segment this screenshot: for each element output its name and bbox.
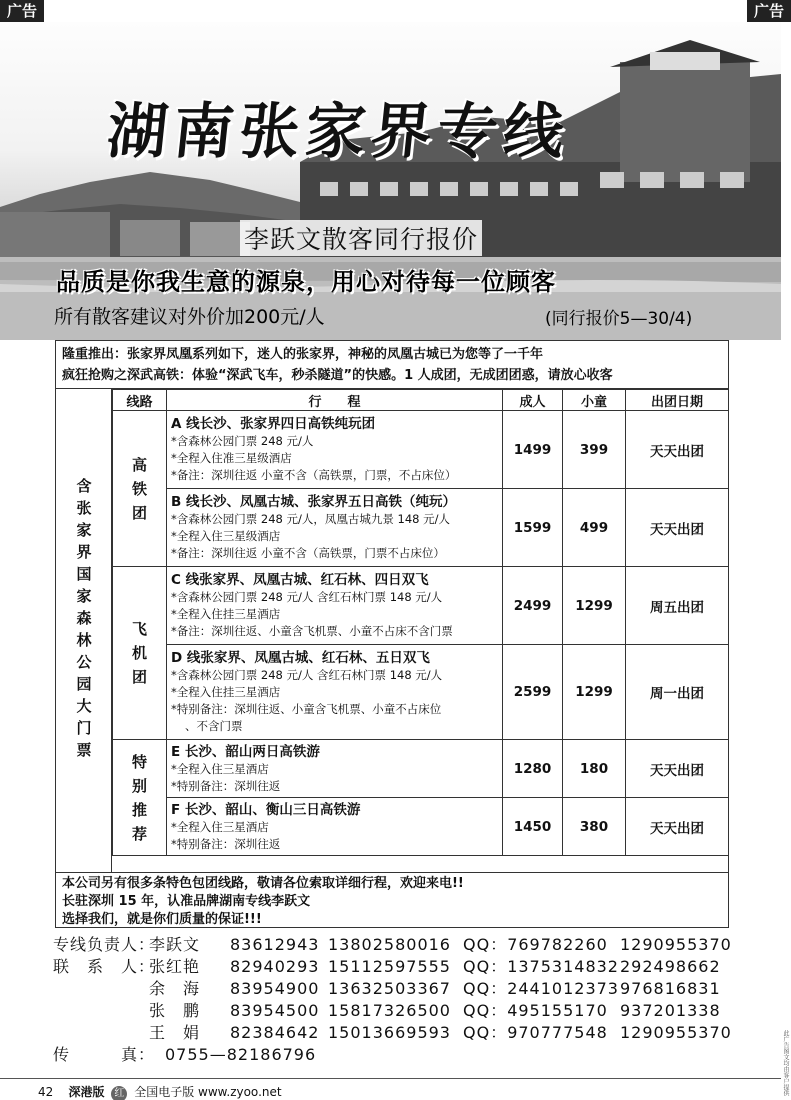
departure-schedule: 天天出团 xyxy=(626,489,729,567)
ad-tag-right: 广告 xyxy=(747,0,791,22)
contact-mobile: 15013669593 xyxy=(328,1023,451,1042)
adult-price: 1499 xyxy=(503,411,563,489)
route-detail: *备注：深圳往返 小童不含（高铁票，门票不占床位） xyxy=(171,546,445,560)
site-link[interactable]: 全国电子版 www.zyoo.net xyxy=(134,1085,282,1099)
header-category: 线路 xyxy=(113,390,167,411)
contact-name: 李跃文 xyxy=(149,935,201,954)
page-number: 42 xyxy=(38,1085,54,1099)
route-detail: *全程入住三星酒店 xyxy=(171,761,269,776)
contact-qq-alt: 976816831 xyxy=(620,979,721,998)
departure-schedule: 周五出团 xyxy=(626,567,729,645)
contact-mobile: 15112597555 xyxy=(328,957,451,976)
contact-phone: 83954500 xyxy=(230,1001,320,1020)
child-price: 1299 xyxy=(563,645,626,740)
child-price: 399 xyxy=(563,411,626,489)
contact-qq: QQ：970777548 xyxy=(463,1023,608,1042)
footnote-line-3: 选择我们，就是你们质量的保证!!! xyxy=(62,912,262,927)
table-row xyxy=(113,740,729,798)
contact-phone: 83954900 xyxy=(230,979,320,998)
footnote-line-1: 本公司另有很多条特色包团线路，敬请各位索取详细行程，欢迎来电!! xyxy=(62,876,464,891)
contact-qq-alt: 292498662 xyxy=(620,957,721,976)
child-price: 180 xyxy=(563,740,626,798)
contact-label: 专线负责人： xyxy=(53,935,156,954)
side-label-cell xyxy=(56,389,112,872)
contact-qq: QQ：769782260 xyxy=(463,935,608,954)
ad-tag-left: 广告 xyxy=(0,0,44,22)
contact-name: 张红艳 xyxy=(149,957,201,976)
contact-phone: 82940293 xyxy=(230,957,320,976)
contact-qq-alt: 1290955370 xyxy=(620,1023,732,1042)
route-detail: *特别备注：深圳往返 xyxy=(171,778,281,793)
adult-price: 2499 xyxy=(503,567,563,645)
footnote-line-2: 长驻深圳 15 年，认准品牌湖南专线李跃文 xyxy=(62,894,311,909)
departure-schedule: 周一出团 xyxy=(626,645,729,740)
contact-label: 联 系 人： xyxy=(53,957,156,976)
route-title: B 线长沙、凤凰古城、张家界五日高铁（纯玩） xyxy=(171,494,456,510)
red-badge-icon: 红 xyxy=(111,1086,127,1100)
markup-note: 所有散客建议对外价加200元/人 xyxy=(54,306,325,328)
contact-name: 余 海 xyxy=(149,979,201,998)
route-title: C 线张家界、凤凰古城、红石林、四日双飞 xyxy=(171,572,429,588)
peer-price-note: (同行报价5—30/4) xyxy=(545,309,693,329)
intro-line-2: 疯狂抢购之深武高铁：体验“深武飞车，秒杀隧道”的快感。1 人成团，无成团团惑，请放心收客 xyxy=(62,368,613,383)
contact-qq: QQ：1375314832 xyxy=(463,957,619,976)
intro-block xyxy=(56,341,728,389)
table-row xyxy=(113,489,729,567)
route-cell xyxy=(167,411,503,489)
page-footer xyxy=(38,1083,282,1100)
route-title: F 长沙、韶山、衡山三日高铁游 xyxy=(171,801,361,818)
route-cell xyxy=(167,489,503,567)
adult-price: 1450 xyxy=(503,798,563,856)
footer-divider xyxy=(0,1078,781,1079)
table-row xyxy=(113,567,729,645)
contact-phone: 82384642 xyxy=(230,1023,320,1042)
route-detail: *备注：深圳往返 小童不含（高铁票，门票，不占床位） xyxy=(171,468,457,482)
edition-label: 深港版 xyxy=(68,1085,105,1099)
contact-mobile: 13802580016 xyxy=(328,935,451,954)
header-adult: 成人 xyxy=(503,390,563,411)
contact-name: 张 鹏 xyxy=(149,1001,201,1020)
side-disclaimer: 此广告图文均由客户提供 xyxy=(782,1030,789,1096)
route-detail: *全程入住三星酒店 xyxy=(171,819,269,834)
route-detail: *全程入住三星级酒店 xyxy=(171,529,281,543)
contact-phone: 83612943 xyxy=(230,935,320,954)
price-table-box xyxy=(55,340,729,928)
contact-qq-alt: 1290955370 xyxy=(620,935,732,954)
departure-schedule: 天天出团 xyxy=(626,411,729,489)
child-price: 499 xyxy=(563,489,626,567)
fax-label: 传 真： xyxy=(53,1045,156,1064)
contact-name: 王 娟 xyxy=(149,1023,201,1042)
adult-price: 1280 xyxy=(503,740,563,798)
company-footnote xyxy=(56,872,728,931)
routes-table xyxy=(112,389,729,856)
route-detail: *特别备注：深圳往返、小童含飞机票、小童不占床位 xyxy=(171,702,442,716)
fax-number: 0755—82186796 xyxy=(165,1045,317,1064)
table-row xyxy=(113,411,729,489)
route-title: E 长沙、韶山两日高铁游 xyxy=(171,743,320,760)
page-title: 湖南张家界专线 xyxy=(103,97,574,167)
route-title: D 线张家界、凤凰古城、红石林、五日双飞 xyxy=(171,650,430,666)
header-departure: 出团日期 xyxy=(626,390,729,411)
route-detail: *含森林公园门票 248 元/人，凤凰古城九景 148 元/人 xyxy=(171,512,451,526)
route-cell xyxy=(167,645,503,740)
route-cell xyxy=(167,798,503,856)
route-detail: *备注：深圳往返、小童含飞机票、小童不占床不含门票 xyxy=(171,624,453,638)
category-special: 特 别 推 荐 xyxy=(113,740,167,856)
route-title: A 线长沙、张家界四日高铁纯玩团 xyxy=(171,416,376,432)
route-detail: *特别备注：深圳往返 xyxy=(171,836,281,851)
header-child: 小童 xyxy=(563,390,626,411)
table-row xyxy=(113,798,729,856)
contact-mobile: 13632503367 xyxy=(328,979,451,998)
route-detail: 、不含门票 xyxy=(185,719,243,733)
side-label: 含 张 家 界 国 家 森 林 公 园 大 门 票 xyxy=(76,477,92,759)
route-detail: *含森林公园门票 248 元/人 xyxy=(171,434,314,448)
route-cell xyxy=(167,740,503,798)
hero-banner xyxy=(0,22,781,340)
category-flight: 飞 机 团 xyxy=(113,567,167,740)
child-price: 380 xyxy=(563,798,626,856)
adult-price: 1599 xyxy=(503,489,563,567)
contact-mobile: 15817326500 xyxy=(328,1001,451,1020)
contact-qq: QQ：2441012373 xyxy=(463,979,619,998)
subtitle: 李跃文散客同行报价 xyxy=(240,220,482,256)
table-row xyxy=(113,645,729,740)
contact-qq: QQ：495155170 xyxy=(463,1001,608,1020)
route-detail: *全程入住挂三星酒店 xyxy=(171,685,281,699)
header-itinerary: 行 程 xyxy=(167,390,503,411)
route-detail: *全程入住挂三星酒店 xyxy=(171,607,281,621)
routes-section xyxy=(56,389,728,872)
slogan: 品质是你我生意的源泉，用心对待每一位顾客 xyxy=(56,268,556,296)
route-cell xyxy=(167,567,503,645)
child-price: 1299 xyxy=(563,567,626,645)
departure-schedule: 天天出团 xyxy=(626,798,729,856)
route-detail: *含森林公园门票 248 元/人 含红石林门票 148 元/人 xyxy=(171,590,443,604)
route-detail: *全程入住准三星级酒店 xyxy=(171,451,292,465)
departure-schedule: 天天出团 xyxy=(626,740,729,798)
table-header-row xyxy=(113,390,729,411)
category-highspeed: 高 铁 团 xyxy=(113,411,167,567)
intro-line-1: 隆重推出：张家界凤凰系列如下，迷人的张家界，神秘的凤凰古城已为您等了一千年 xyxy=(62,347,544,362)
adult-price: 2599 xyxy=(503,645,563,740)
route-detail: *含森林公园门票 248 元/人 含红石林门票 148 元/人 xyxy=(171,668,443,682)
contact-qq-alt: 937201338 xyxy=(620,1001,721,1020)
